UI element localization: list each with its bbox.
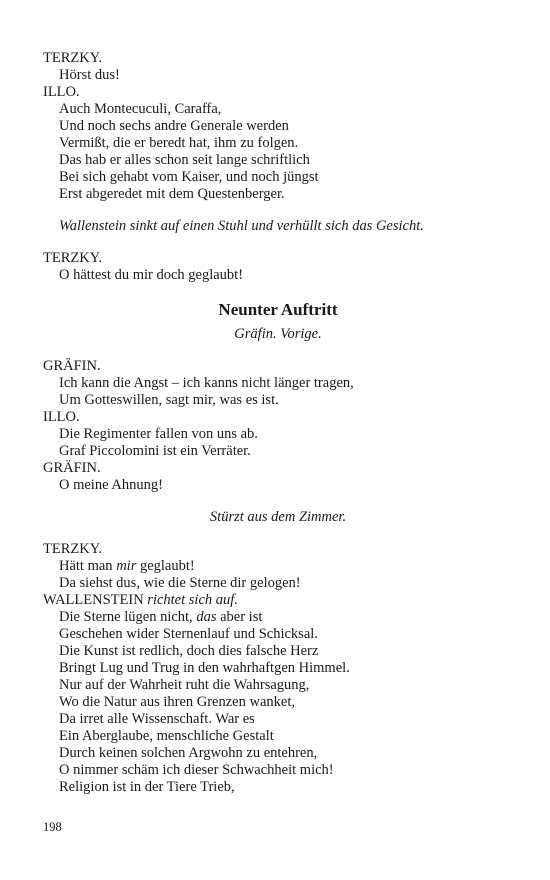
verse-line: Auch Montecuculi, Caraffa, [59, 101, 222, 117]
verse-line: Die Regimenter fallen von uns ab. [59, 426, 258, 442]
verse-line: Nur auf der Wahrheit ruht die Wahrsagung, [59, 677, 310, 693]
stage-direction: Stürzt aus dem Zimmer. [209, 509, 347, 525]
verse-line: Vermißt, die er beredt hat, ihm zu folgen. [59, 135, 299, 151]
stage-direction: richtet sich auf. [147, 592, 238, 608]
speaker-name: WALLENSTEIN [43, 592, 148, 608]
speaker: GRÄFIN. [43, 358, 101, 374]
scene-heading: Neunter Auftritt [218, 300, 338, 319]
text-run: geglaubt! [136, 558, 195, 574]
text-run: aber ist [216, 609, 263, 625]
verse-line [43, 558, 513, 575]
speaker: GRÄFIN. [43, 460, 101, 476]
text-run: Die Sterne lügen nicht, [59, 609, 197, 625]
text-run: Hätt man [59, 558, 117, 574]
verse-line: Erst abgeredet mit dem Questenberger. [59, 186, 285, 202]
verse-line: O hättest du mir doch geglaubt! [59, 267, 244, 283]
page-number: 198 [43, 820, 62, 834]
verse-line: Das hab er alles schon seit lange schriftlich [59, 152, 310, 168]
verse-line: Und noch sechs andre Generale werden [59, 118, 289, 134]
verse-line: Graf Piccolomini ist ein Verräter. [59, 443, 251, 459]
emphasis: das [196, 609, 217, 625]
verse-line: O nimmer schäm ich dieser Schwachheit mich! [59, 762, 334, 778]
speaker [43, 592, 513, 609]
verse-line: Um Gotteswillen, sagt mir, was es ist. [59, 392, 279, 408]
speaker: ILLO. [43, 409, 80, 425]
verse-line: Religion ist in der Tiere Trieb, [59, 779, 235, 795]
emphasis: mir [116, 558, 137, 574]
verse-line: Die Kunst ist redlich, doch dies falsche Herz [59, 643, 319, 659]
verse-line: Wo die Natur aus ihren Grenzen wanket, [59, 694, 295, 710]
stage-direction: Wallenstein sinkt auf einen Stuhl und verhüllt sich das Gesicht. [59, 218, 424, 234]
scene-characters: Gräfin. Vorige. [234, 326, 322, 342]
verse-line: Geschehen wider Sternenlauf und Schicksal. [59, 626, 318, 642]
verse-line: Hörst dus! [59, 67, 120, 83]
verse-line: Ein Aberglaube, menschliche Gestalt [59, 728, 274, 744]
verse-line: Da irret alle Wissenschaft. War es [59, 711, 255, 727]
page-text [43, 50, 513, 796]
verse-line: Durch keinen solchen Argwohn zu entehren, [59, 745, 318, 761]
verse-line [43, 609, 513, 626]
verse-line: Da siehst dus, wie die Sterne dir gelogen! [59, 575, 301, 591]
speaker: TERZKY. [43, 50, 102, 66]
verse-line: Bei sich gehabt vom Kaiser, und noch jüngst [59, 169, 319, 185]
verse-line: Bringt Lug und Trug in den wahrhaftgen Himmel. [59, 660, 350, 676]
verse-line: Ich kann die Angst – ich kanns nicht länger tragen, [59, 375, 354, 391]
verse-line: O meine Ahnung! [59, 477, 163, 493]
speaker: ILLO. [43, 84, 80, 100]
speaker: TERZKY. [43, 541, 102, 557]
speaker: TERZKY. [43, 250, 102, 266]
